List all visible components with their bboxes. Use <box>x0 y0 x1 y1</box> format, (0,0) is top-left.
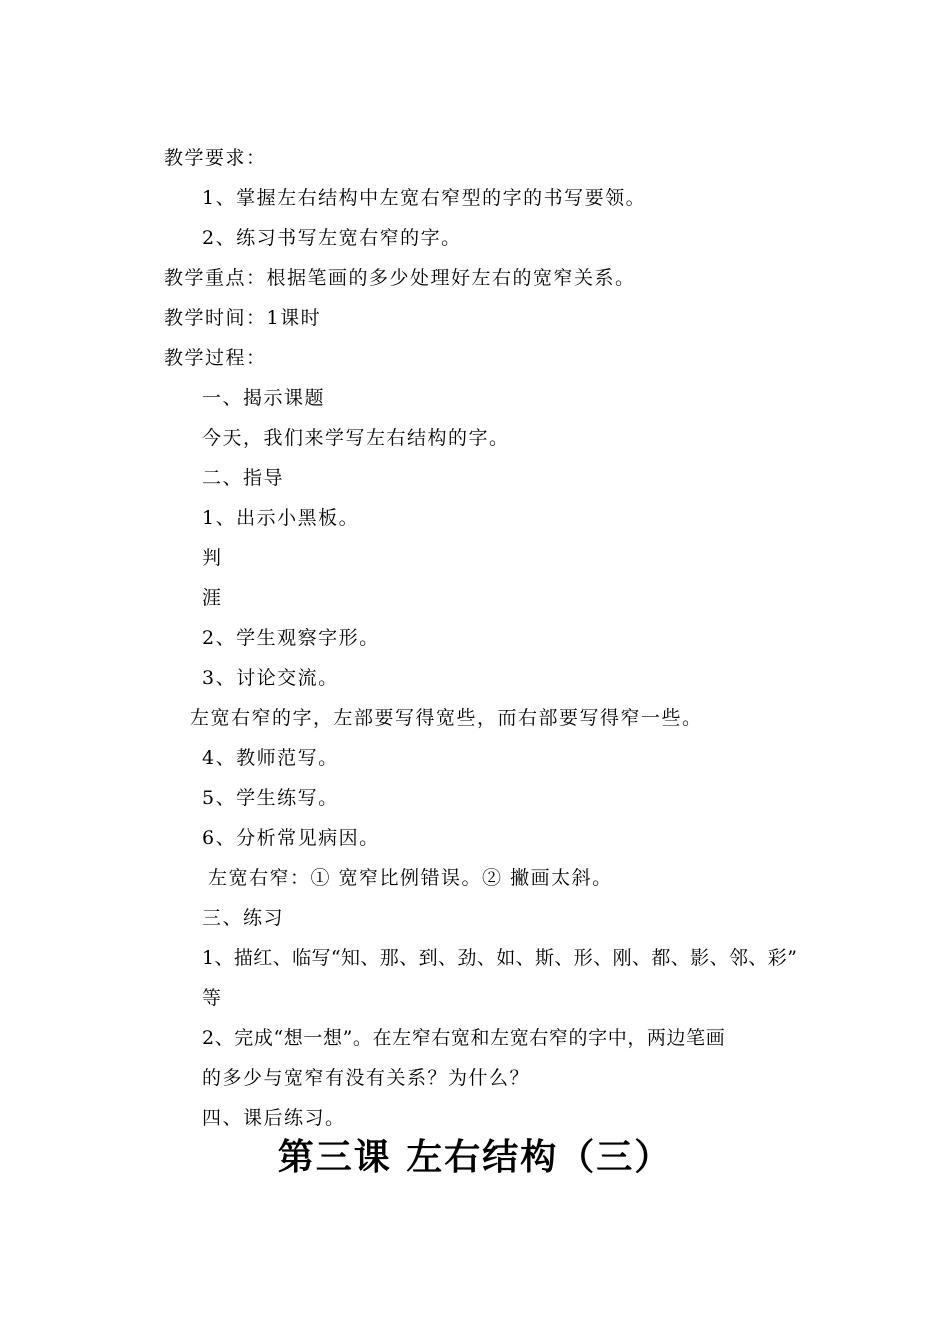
practice-1: 1、描红、临写“知、那、到、劲、如、斯、形、刚、都、影、邻、彩” <box>202 947 798 969</box>
key-points: 教学重点：根据笔画的多少处理好左右的宽窄关系。 <box>164 267 636 289</box>
process-heading: 教学过程： <box>164 347 267 369</box>
guide-step-4: 4、教师范写。 <box>202 747 339 769</box>
common-errors: 左宽右窄：① 宽窄比例错误。② 撇画太斜。 <box>208 867 613 889</box>
guide-step-6: 6、分析常见病因。 <box>202 827 380 849</box>
section-1-heading: 一、揭示课题 <box>202 387 326 409</box>
teaching-time: 教学时间：1课时 <box>164 307 322 329</box>
requirement-2: 2、练习书写左宽右窄的字。 <box>202 227 462 249</box>
practice-2: 2、完成“想一想”。在左窄右宽和左宽右窄的字中，两边笔画 <box>202 1027 726 1049</box>
guide-conclusion: 左宽右窄的字，左部要写得宽些，而右部要写得窄一些。 <box>190 707 703 729</box>
practice-2-cont: 的多少与宽窄有没有关系？为什么？ <box>202 1067 531 1089</box>
section-1-text: 今天，我们来学写左右结构的字。 <box>202 427 510 449</box>
requirements-heading: 教学要求： <box>164 147 267 169</box>
guide-step-2: 2、学生观察字形。 <box>202 627 380 649</box>
guide-step-3: 3、讨论交流。 <box>202 667 339 689</box>
guide-step-5: 5、学生练写。 <box>202 787 339 809</box>
practice-1-cont: 等 <box>202 987 223 1009</box>
example-char-2: 涯 <box>202 587 223 609</box>
guide-step-1: 1、出示小黑板。 <box>202 507 360 529</box>
example-char-1: 判 <box>202 547 223 569</box>
section-3-heading: 三、练习 <box>202 907 285 929</box>
requirement-1: 1、掌握左右结构中左宽右窄型的字的书写要领。 <box>202 187 647 209</box>
lesson-title: 第三课 左右结构（三） <box>277 1137 673 1178</box>
section-2-heading: 二、指导 <box>202 467 285 489</box>
section-4-heading: 四、课后练习。 <box>202 1107 346 1129</box>
